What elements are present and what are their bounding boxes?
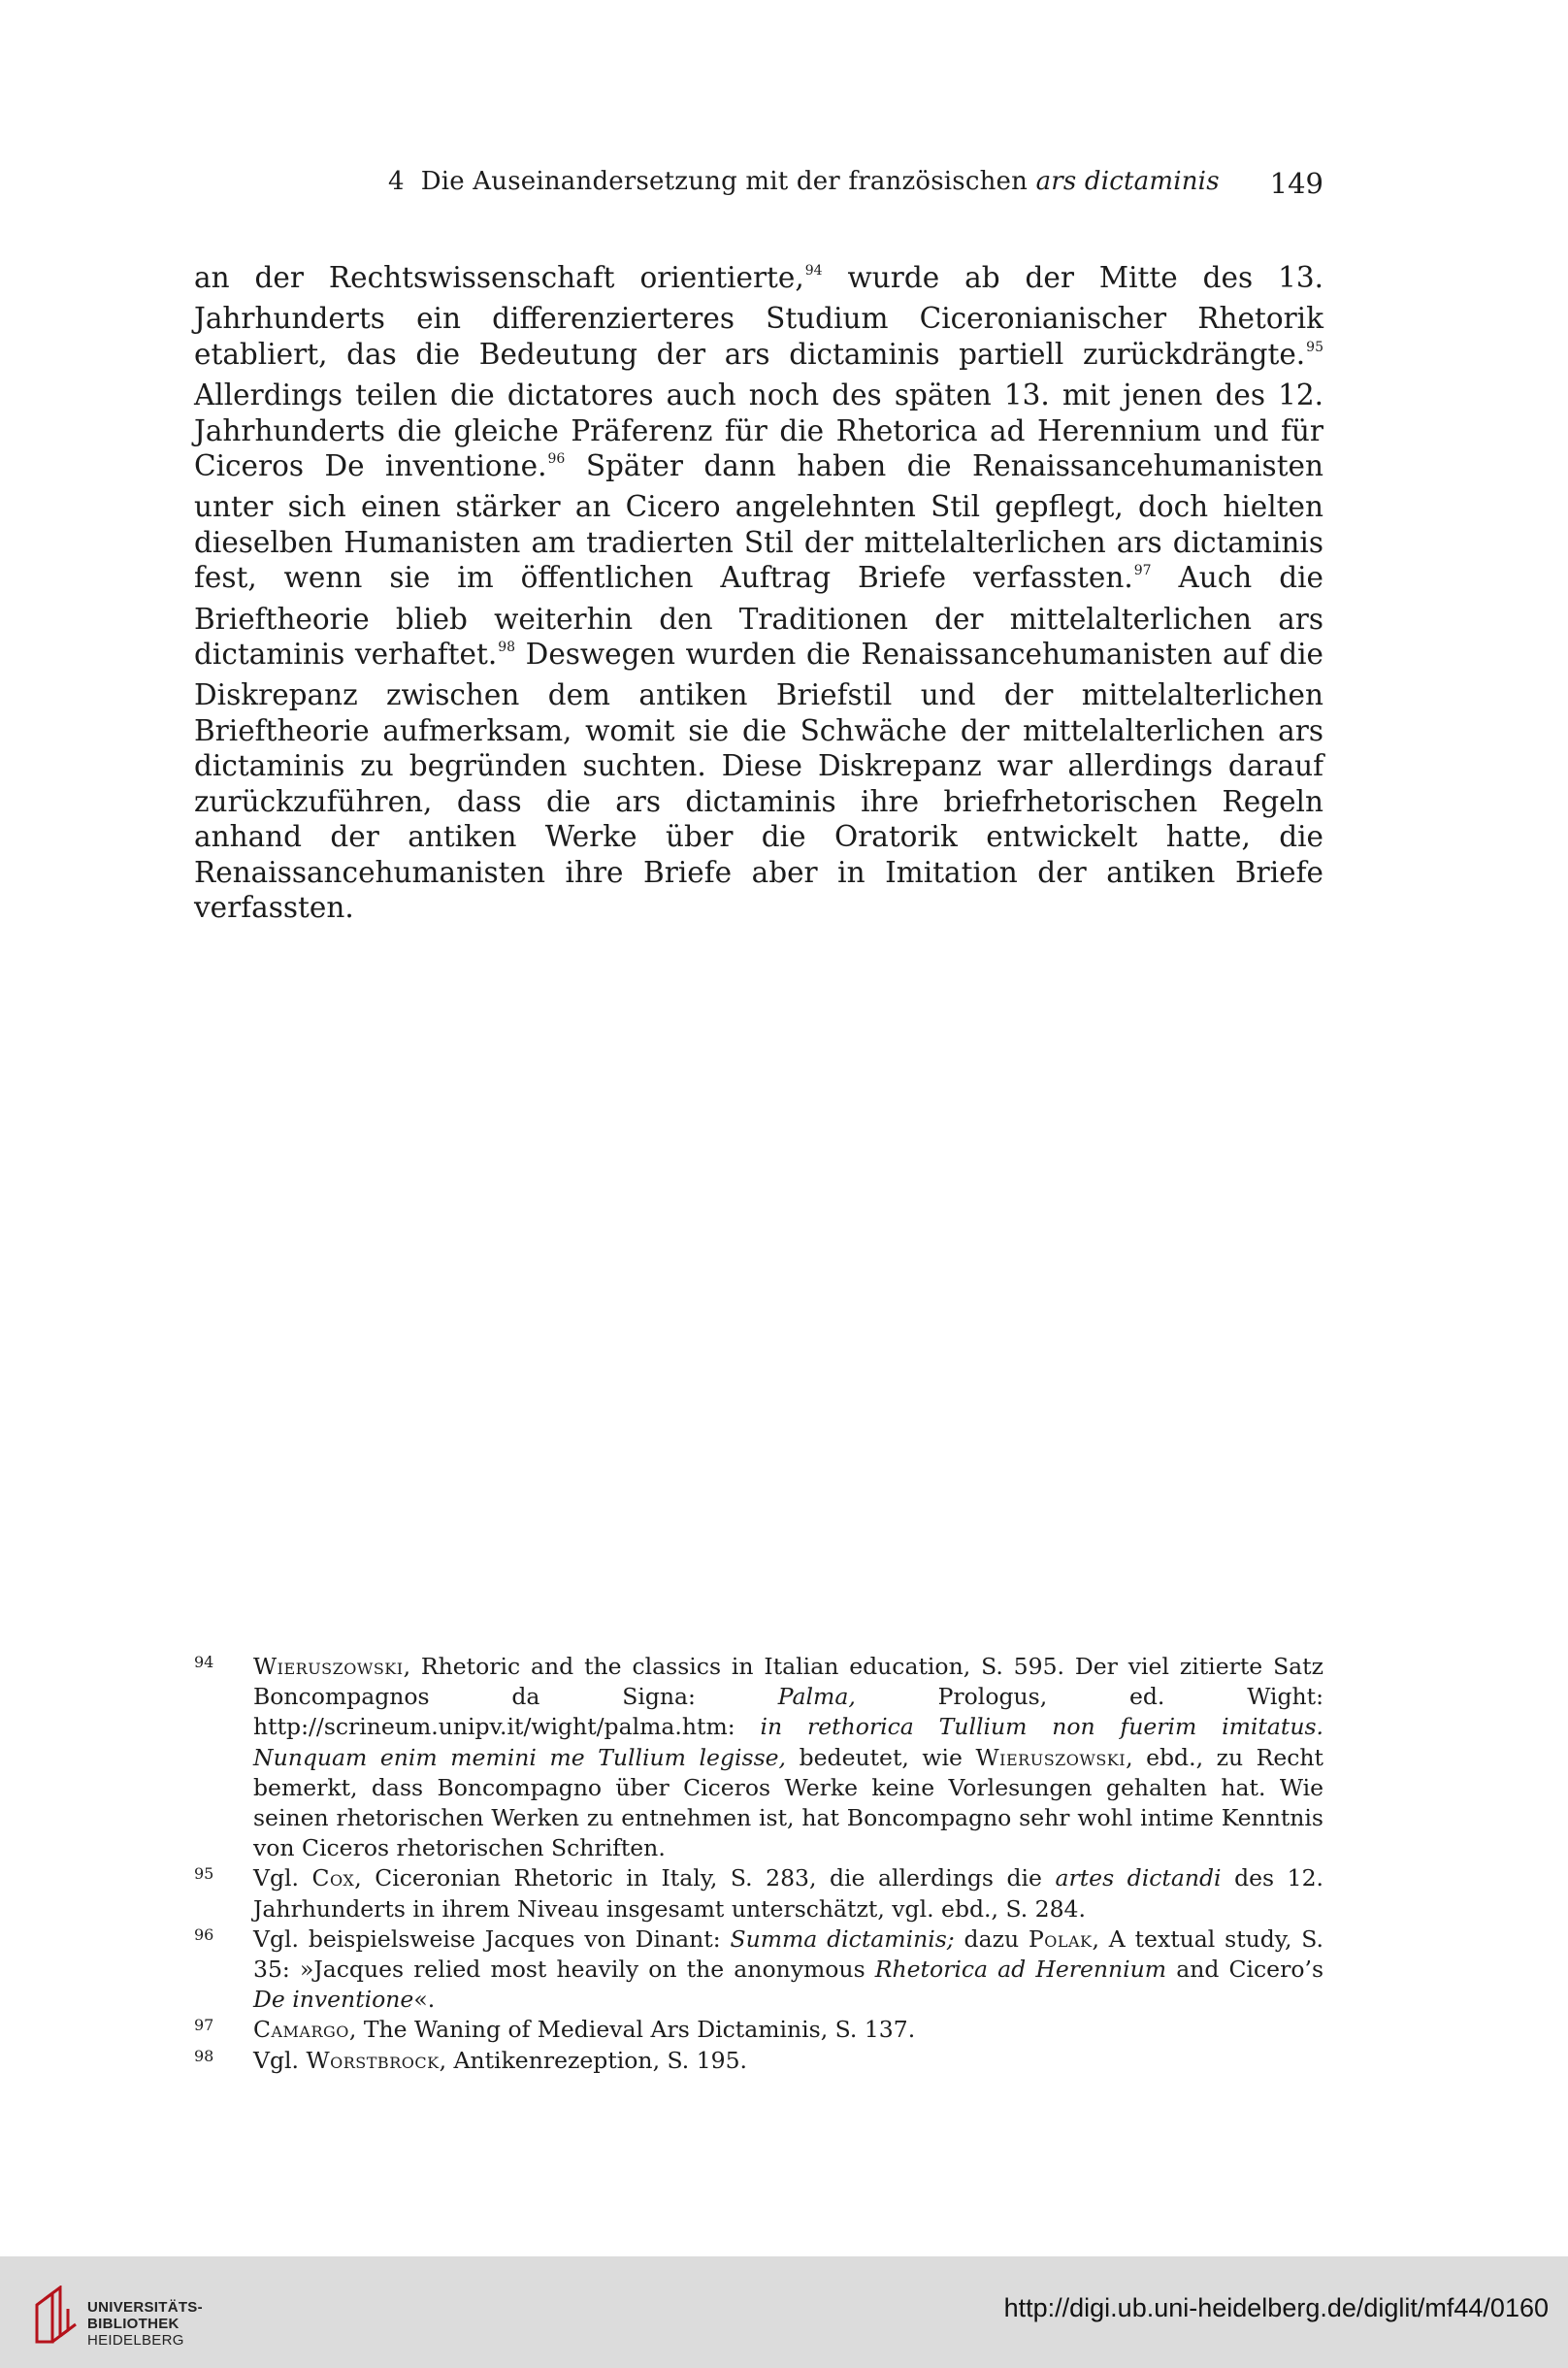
permalink-url[interactable]: http://digi.ub.uni-heidelberg.de/diglit/mf44/0160 [1003,2293,1549,2322]
footnote-text: , Antikenrezeption, S. 195. [439,2046,748,2074]
footnote-italic: Summa dictaminis; [730,1924,955,1953]
body-text-segment: Später dann haben die Renaissancehumanisten unter sich einen stärker an Cicero angelehnten Stil gepflegt, doch hielten dieselben Humanisten am tradierten Stil der mittelalterlichen ars dictaminis fest, wenn sie im öffentlichen Auftrag Briefe verfassten. [194,449,1324,595]
author-name: Worstbrock [306,2046,440,2074]
author-name: Polak [1028,1924,1093,1953]
running-title [388,167,1220,196]
library-logo[interactable] [17,2270,212,2357]
author-name: Wieruszowski [975,1743,1127,1771]
footnote-94 [194,1652,1323,1863]
footnote-97 [194,2015,1323,2045]
body-paragraph [194,260,1323,925]
footnotes [194,1652,1323,2076]
footnote-number: 97 [194,2016,214,2035]
footnote-text: , ebd., zu Recht bemerkt, dass Boncompagno über Ciceros Werke keine Vorlesungen gehalten hat. Wie seinen rhetorischen Werken zu entnehmen ist, hat Boncompagno sehr wohl intime Kenntnis von Ciceros rhetorischen Schriften. [253,1743,1324,1862]
author-name: Camargo [253,2016,349,2044]
footnote-number: 96 [194,1924,214,1944]
footnote-text: Vgl. [253,2046,307,2074]
footnote-text: , A textual study, S. 35: »Jacques relied most heavily on the anonymous [253,1924,1323,1984]
footnote-number: 94 [194,1653,214,1671]
digitization-footer [0,2256,1568,2368]
library-name-line: HEIDELBERG [87,2332,184,2349]
chapter-number: 4 [388,167,405,196]
footnote-number: 98 [194,2046,214,2065]
footnote-italic: Palma, [777,1683,856,1711]
library-name [87,2299,203,2349]
body-text-segment: wurde ab der Mitte des 13. Jahrhunderts ein differenzierteres Studium Ciceronianischer Rhetorik etabliert, das die Bedeutung der ars dictaminis partiell zurückdrängte. [194,261,1323,371]
footnote-text: Prologus, ed. Wight: http://scrineum.unipv.it/wight/palma.htm: [253,1683,1323,1741]
footnote-95 [194,1863,1323,1924]
footnote-italic: De inventione [253,1986,414,2014]
footnote-text: , Rhetoric and the classics in Italian education, S. 595. Der viel zitierte Satz Boncompagnos da Signa: [253,1653,1323,1711]
footnote-text: «. [413,1986,436,2014]
footnote-96 [194,1924,1323,2016]
body-text-segment: Auch die Brieftheorie blieb weiterhin den Traditionen der mittelalterlichen ars dictaminis verhaftet. [194,561,1323,672]
footnote-text: des 12. Jahrhunderts in ihrem Niveau insgesamt unterschätzt, vgl. ebd., S. 284. [253,1864,1323,1923]
body-text-segment: Deswegen wurden die Renaissancehumanisten auf die Diskrepanz zwischen dem antiken Briefstil und der mittelalterlichen Brieftheorie aufmerksam, womit sie die Schwäche der mittelalterlichen ars dictaminis zu begründen suchten. Diese Diskrepanz war allerdings darauf zurückzuführen, dass die ars dictaminis ihre briefrhetorischen Regeln anhand der antiken Werke über die Oratorik entwickelt hatte, die Renaissancehumanisten ihre Briefe aber in Imitation der antiken Briefe verfassten. [194,638,1323,924]
body-text-segment: an der Rechtswissenschaft orientierte, [194,261,804,294]
footnote-ref-97[interactable]: 97 [1133,563,1152,579]
chapter-title: Die Auseinandersetzung mit der französischen [420,167,1029,196]
library-name-line: BIBLIOTHEK [87,2316,180,2332]
running-head [194,167,1323,206]
footnote-text: , Ciceronian Rhetoric in Italy, S. 283, die allerdings die [354,1864,1056,1892]
body-text-segment: Allerdings teilen die dictatores auch noch des späten 13. mit jenen des 12. Jahrhunderts die gleiche Präferenz für die Rhetorica ad Herennium und für Ciceros De inventione. [194,378,1323,483]
footnote-ref-96[interactable]: 96 [547,451,566,468]
footnote-ref-94[interactable]: 94 [804,263,823,279]
footnote-text: and Cicero’s [1166,1956,1323,1984]
footnote-text: dazu [954,1924,1029,1953]
library-logo-icon [33,2286,80,2348]
author-name: Cox [311,1864,355,1892]
footnote-text: Vgl. beispielsweise Jacques von Dinant: [253,1924,731,1953]
footnote-98 [194,2046,1323,2076]
footnote-text: Vgl. [253,1864,312,1892]
chapter-title-italic: ars dictaminis [1035,167,1220,196]
footnote-italic: Rhetorica ad Herennium [874,1956,1167,1984]
footnote-ref-98[interactable]: 98 [498,640,516,656]
footnote-italic: artes dictandi [1055,1864,1222,1892]
footnote-italic: in rethorica Tullium non fuerim imitatus. Nunquam enim memini me Tullium legisse, [253,1713,1323,1771]
footnote-ref-95[interactable]: 95 [1306,339,1323,355]
footnote-text: , The Waning of Medieval Ars Dictaminis, S. 137. [348,2016,916,2044]
footnote-number: 95 [194,1864,214,1884]
author-name: Wieruszowski [253,1653,404,1680]
library-name-line: UNIVERSITÄTS- [87,2299,203,2316]
footnote-text: bedeutet, wie [786,1743,976,1771]
page-number: 149 [1269,167,1323,200]
